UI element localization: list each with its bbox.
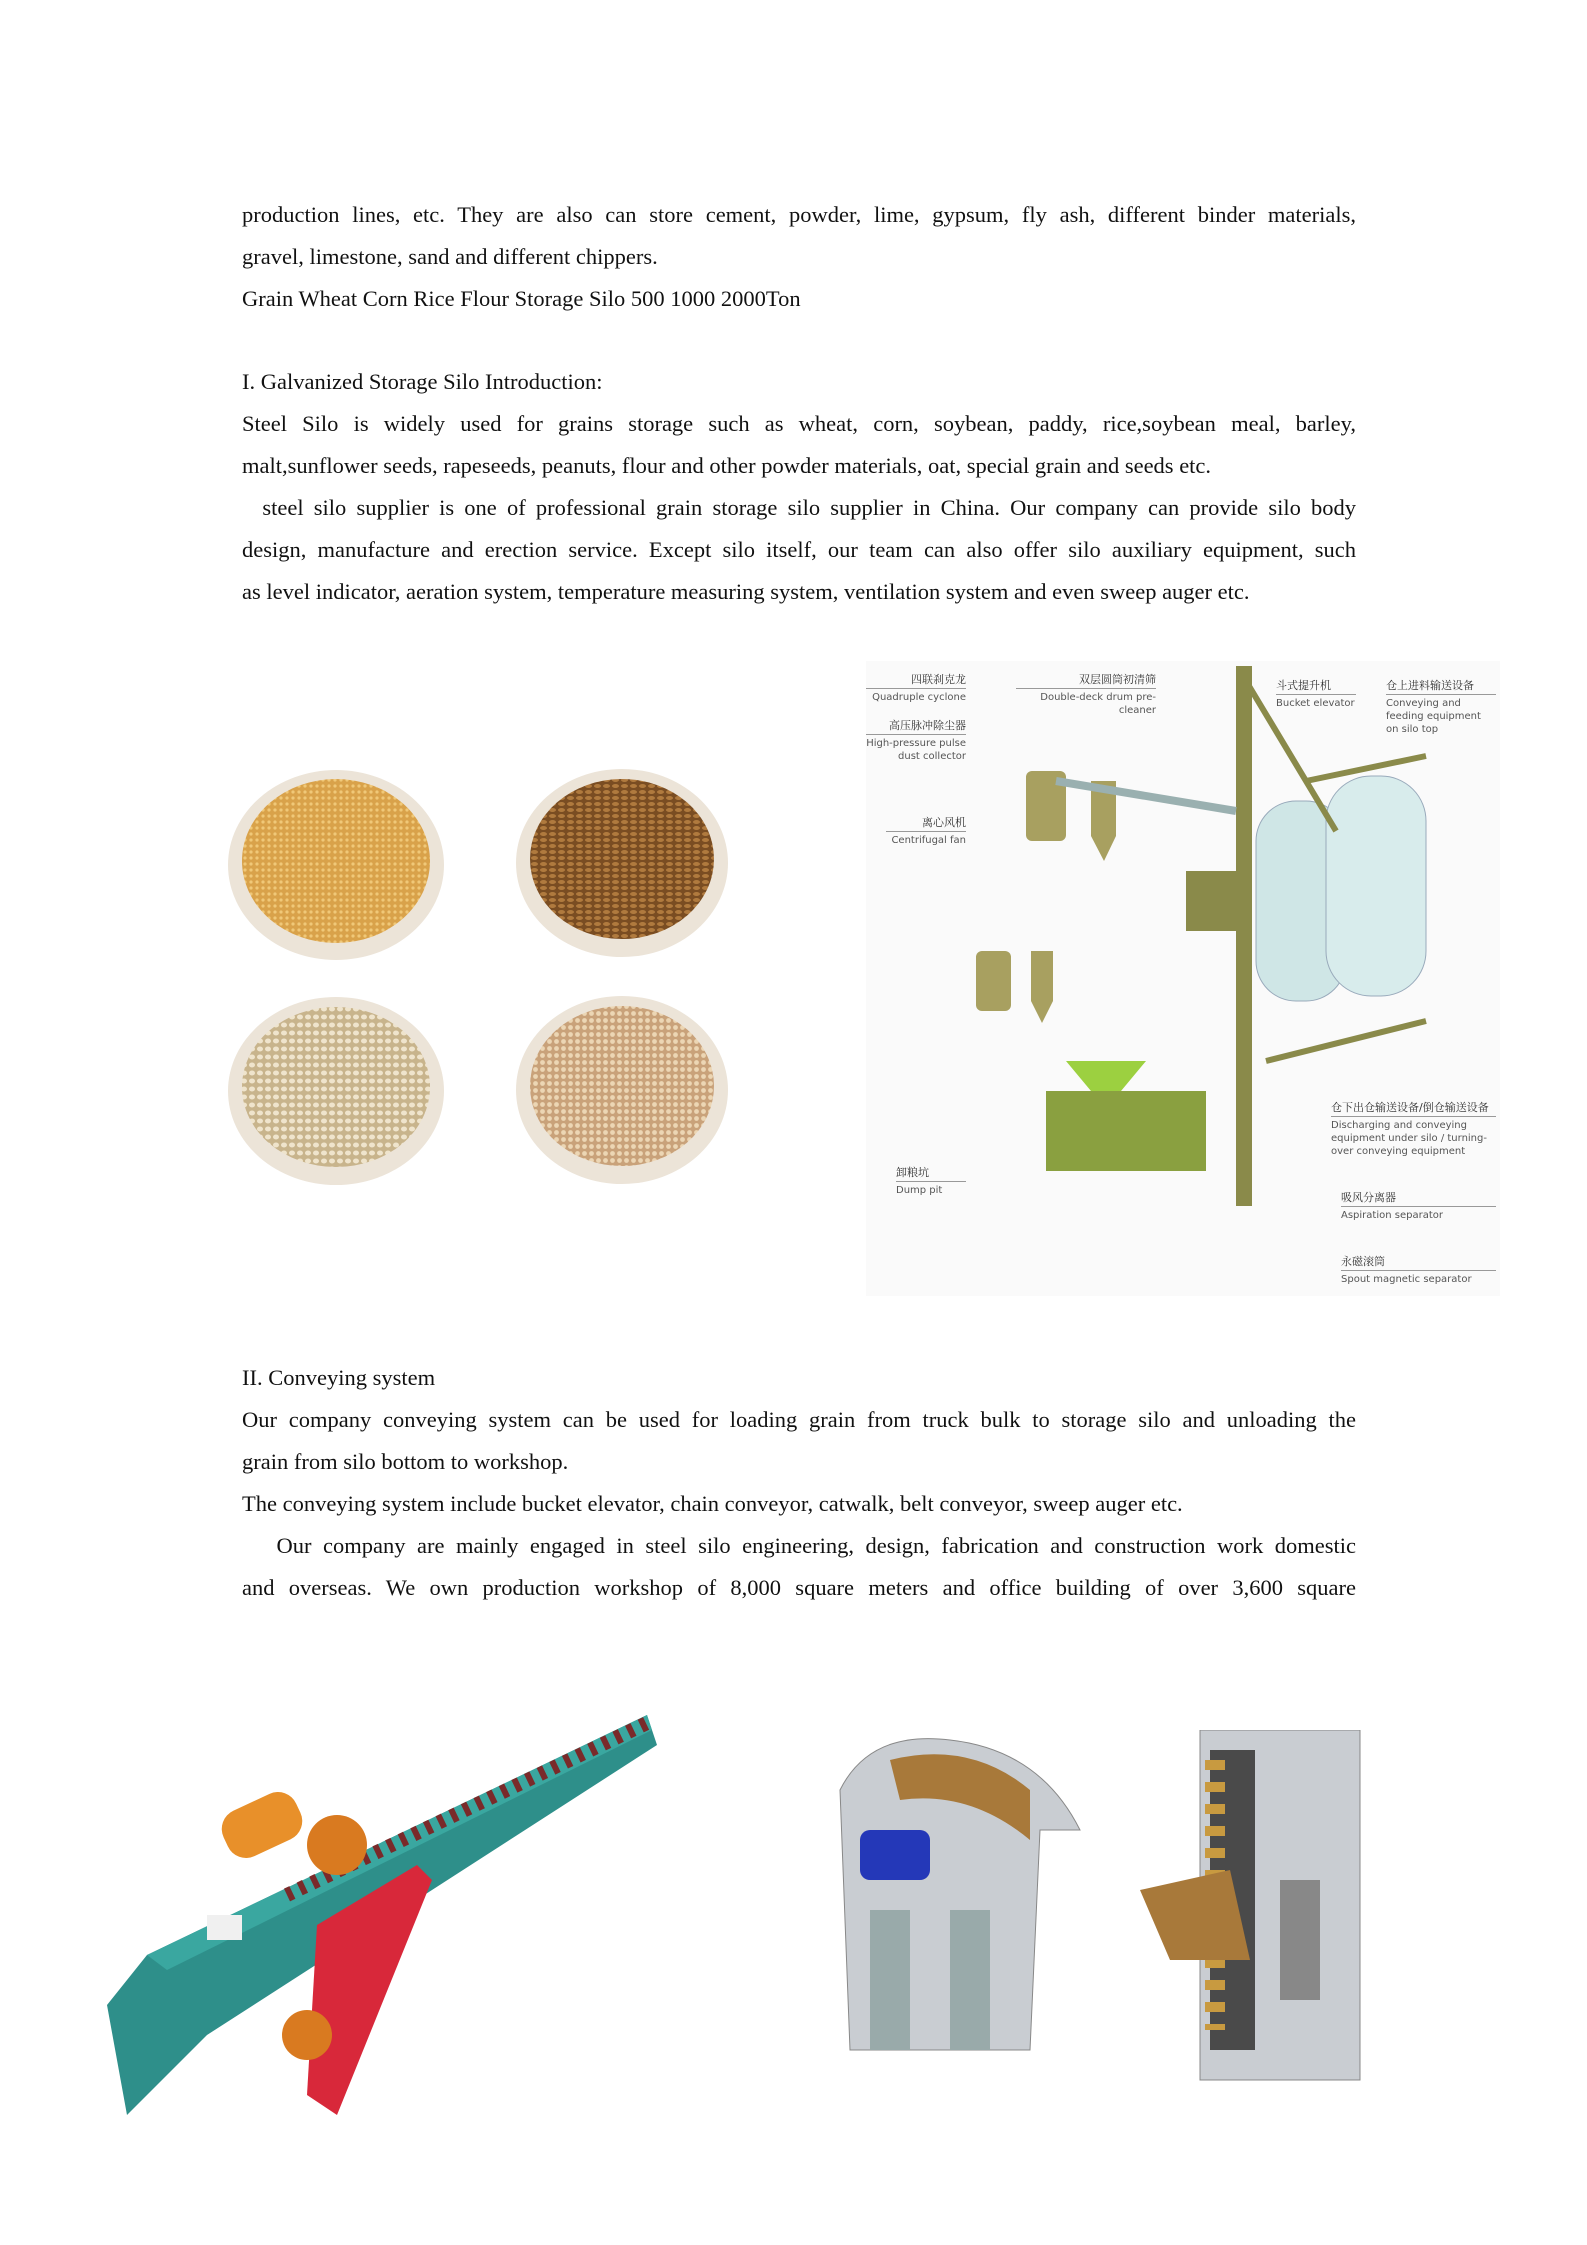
section-heading: II. Conveying system: [242, 1365, 436, 1390]
bucket-elevator-images: [830, 1730, 1390, 2090]
label-en: Conveying and feeding equipment on silo top: [1386, 698, 1481, 735]
text-line: Steel Silo is widely used for grains storage such as wheat, corn, soybean, paddy, rice,soybean meal, barley,: [242, 411, 1356, 436]
label-en: Quadruple cyclone: [872, 692, 966, 703]
label-en: Spout magnetic separator: [1341, 1274, 1472, 1285]
silo-system-diagram: [866, 661, 1500, 1296]
label-zh: 永磁滚筒: [1341, 1255, 1496, 1271]
label-en: Discharging and conveying equipment under silo / turning-over conveying equipment: [1331, 1120, 1487, 1157]
label-zh: 仓上进料输送设备: [1386, 679, 1496, 695]
intro-paragraph: [242, 194, 1356, 320]
label-en: Dump pit: [896, 1185, 943, 1196]
label-en: High-pressure pulse dust collector: [866, 738, 966, 762]
text-line: grain from silo bottom to workshop.: [242, 1449, 569, 1474]
label-zh: 高压脉冲除尘器: [866, 719, 966, 735]
label-zh: 斗式提升机: [1276, 679, 1356, 695]
grain-bowls-image: [224, 765, 736, 1190]
text-line: production lines, etc. They are also can store cement, powder, lime, gypsum, fly ash, different binder materials,: [242, 202, 1356, 227]
text-line: as level indicator, aeration system, temperature measuring system, ventilation system and even sweep auger etc.: [242, 579, 1250, 604]
text-line: design, manufacture and erection service. Except silo itself, our team can also offer silo auxiliary equipment, such: [242, 537, 1356, 562]
text-line: Our company conveying system can be used for loading grain from truck bulk to storage silo and unloading the: [242, 1407, 1356, 1432]
label-zh: 吸风分离器: [1341, 1191, 1496, 1207]
label-zh: 仓下出仓输送设备/倒仓输送设备: [1331, 1101, 1496, 1117]
label-zh: 双层圆筒初清筛: [1016, 673, 1156, 689]
text-line: Our company are mainly engaged in steel silo engineering, design, fabrication and construction work domestic: [242, 1533, 1356, 1558]
bucket-elevator-boot: [1140, 1730, 1360, 2080]
text-line: gravel, limestone, sand and different chippers.: [242, 244, 658, 269]
section-1: [242, 361, 1356, 613]
label-en: Centrifugal fan: [891, 835, 966, 846]
product-title: Grain Wheat Corn Rice Flour Storage Silo 500 1000 2000Ton: [242, 286, 801, 311]
label-en: Double-deck drum pre-cleaner: [1040, 692, 1156, 716]
text-line: steel silo supplier is one of professional grain storage silo supplier in China. Our company can provide silo body: [242, 495, 1356, 520]
label-zh: 四联刹克龙: [866, 673, 966, 689]
bowl-barley: [228, 997, 444, 1185]
bowl-wheat: [516, 769, 728, 957]
label-zh: 卸粮坑: [896, 1166, 966, 1182]
label-en: Bucket elevator: [1276, 698, 1355, 709]
bowl-rice: [228, 770, 444, 960]
section-2: [242, 1357, 1356, 1609]
bucket-elevator-head: [840, 1739, 1080, 2050]
text-line: malt,sunflower seeds, rapeseeds, peanuts, flour and other powder materials, oat, special grain and seeds etc.: [242, 453, 1212, 478]
label-en: Aspiration separator: [1341, 1210, 1443, 1221]
bowl-sorghum: [516, 996, 728, 1184]
chain-conveyor-image: [87, 1705, 667, 2125]
section-heading: I. Galvanized Storage Silo Introduction:: [242, 369, 603, 394]
text-line: and overseas. We own production workshop of 8,000 square meters and office building of over 3,600 square: [242, 1575, 1356, 1600]
label-zh: 离心风机: [886, 816, 966, 832]
text-line: The conveying system include bucket elevator, chain conveyor, catwalk, belt conveyor, sweep auger etc.: [242, 1491, 1183, 1516]
